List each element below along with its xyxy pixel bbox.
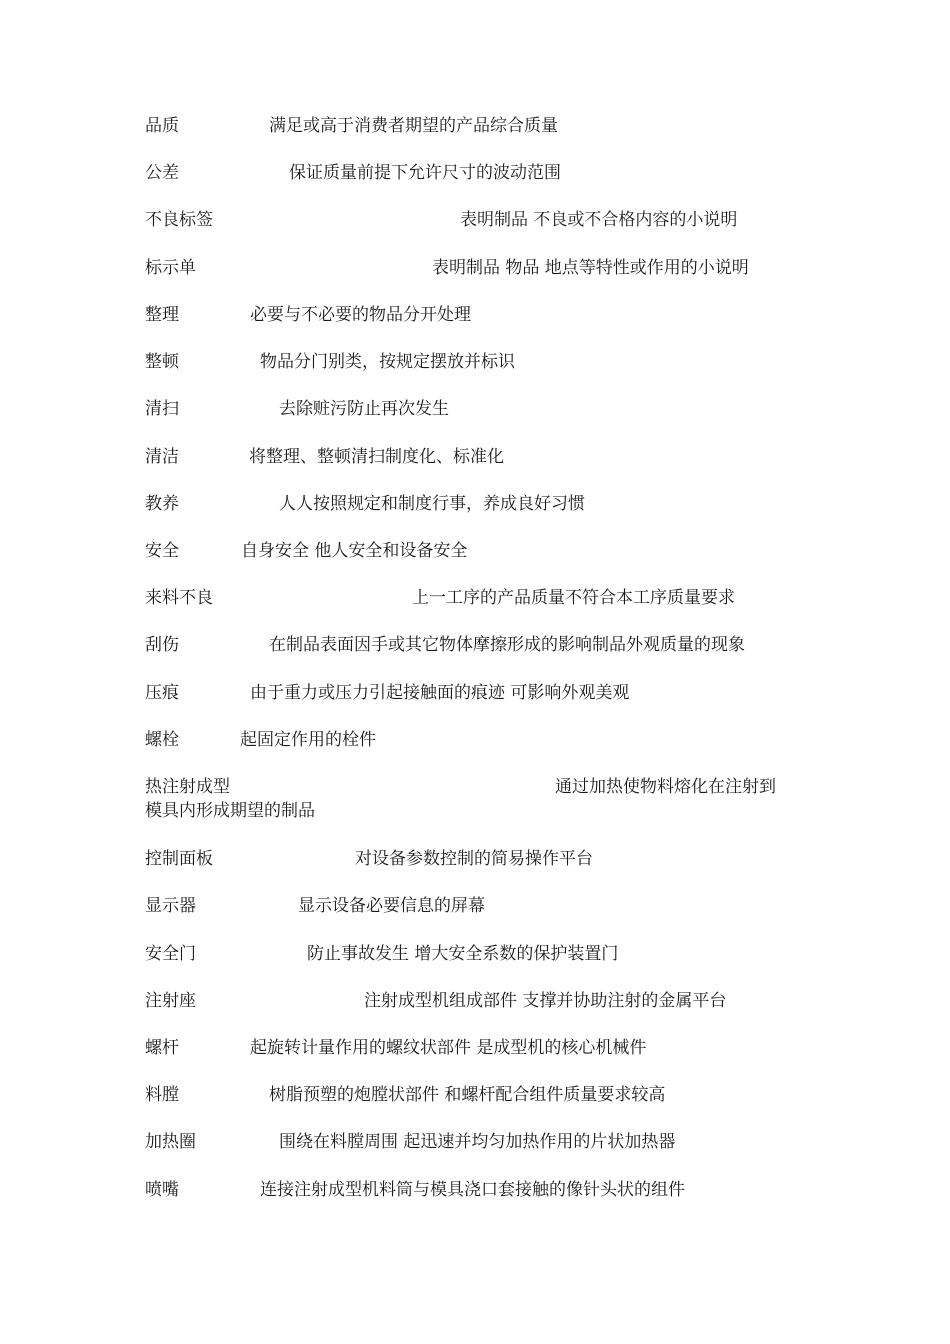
glossary-term: 品质 [145, 116, 179, 136]
glossary-term: 螺杆 [145, 1038, 179, 1058]
glossary-definition: 自身安全 他人安全和设备安全 [241, 541, 468, 561]
glossary-term: 清洁 [145, 447, 179, 467]
glossary-definition: 起固定作用的栓件 [240, 730, 376, 750]
glossary-term: 刮伤 [145, 635, 179, 655]
glossary-definition: 显示设备必要信息的屏幕 [298, 896, 485, 916]
glossary-definition: 树脂预塑的炮膛状部件 和螺杆配合组件质量要求较高 [269, 1085, 666, 1105]
glossary-term: 安全门 [145, 944, 196, 964]
glossary-term: 显示器 [145, 896, 196, 916]
glossary-definition: 人人按照规定和制度行事，养成良好习惯 [279, 494, 585, 514]
glossary-definition: 保证质量前提下允许尺寸的波动范围 [289, 163, 561, 183]
glossary-term: 清扫 [145, 399, 179, 419]
glossary-term: 标示单 [145, 258, 196, 278]
glossary-term: 整理 [145, 305, 179, 325]
glossary-definition: 连接注射成型机料筒与模具浇口套接触的像针头状的组件 [260, 1180, 685, 1200]
glossary-term: 不良标签 [145, 210, 213, 230]
glossary-definition: 由于重力或压力引起接触面的痕迹 可影响外观美观 [250, 683, 630, 703]
glossary-definition: 将整理、整顿清扫制度化、标准化 [249, 447, 504, 467]
glossary-definition: 表明制品 物品 地点等特性或作用的小说明 [432, 258, 749, 278]
glossary-definition: 上一工序的产品质量不符合本工序质量要求 [412, 588, 735, 608]
glossary-term: 加热圈 [145, 1132, 196, 1152]
glossary-definition: 通过加热使物料熔化在注射到 [555, 777, 776, 797]
glossary-entry [145, 775, 825, 823]
glossary-term: 来料不良 [145, 588, 213, 608]
glossary-definition: 对设备参数控制的简易操作平台 [355, 849, 593, 869]
glossary-term: 安全 [145, 541, 179, 561]
glossary-term: 教养 [145, 494, 179, 514]
glossary-term: 料膛 [145, 1085, 179, 1105]
glossary-definition: 满足或高于消费者期望的产品综合质量 [269, 116, 558, 136]
glossary-term: 公差 [145, 163, 179, 183]
glossary-definition: 物品分门别类，按规定摆放并标识 [260, 352, 515, 372]
glossary-term: 压痕 [145, 683, 179, 703]
glossary-definition-continuation: 模具内形成期望的制品 [145, 801, 315, 821]
glossary-definition: 去除赃污防止再次发生 [279, 399, 449, 419]
glossary-definition: 表明制品 不良或不合格内容的小说明 [460, 210, 738, 230]
glossary-term: 整顿 [145, 352, 179, 372]
glossary-term: 注射座 [145, 991, 196, 1011]
glossary-definition: 必要与不必要的物品分开处理 [250, 305, 471, 325]
glossary-term: 喷嘴 [145, 1180, 179, 1200]
glossary-definition: 起旋转计量作用的螺纹状部件 是成型机的核心机械件 [250, 1038, 647, 1058]
glossary-definition: 防止事故发生 增大安全系数的保护装置门 [307, 944, 619, 964]
glossary-definition: 注射成型机组成部件 支撑并协助注射的金属平台 [364, 991, 727, 1011]
glossary-term: 螺栓 [145, 730, 179, 750]
glossary-definition: 在制品表面因手或其它物体摩擦形成的影响制品外观质量的现象 [269, 635, 745, 655]
glossary-term: 控制面板 [145, 849, 213, 869]
glossary-term: 热注射成型 [145, 777, 230, 797]
glossary-definition: 围绕在料膛周围 起迅速并均匀加热作用的片状加热器 [279, 1132, 676, 1152]
